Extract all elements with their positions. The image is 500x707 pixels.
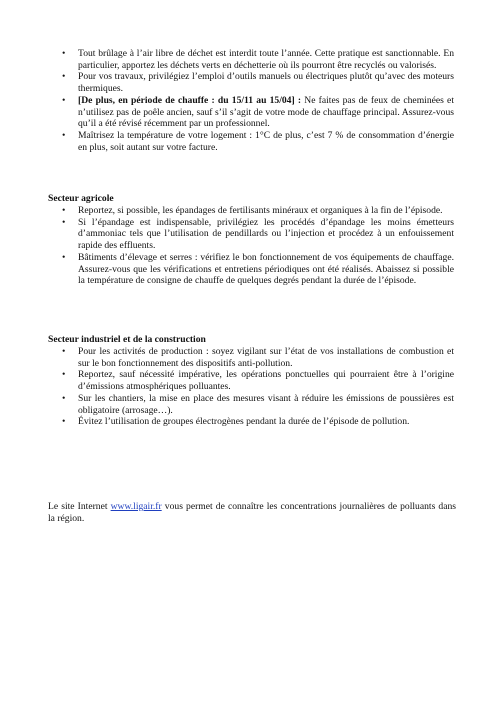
ligair-website-link[interactable]: www.ligair.fr [110,501,162,512]
bullet-icon: • [62,251,66,263]
list-item [62,130,454,153]
list-item-text: Sur les chantiers, la mise en place des mesures visant à réduire les émissions de poussières est obligatoire (arrosage…). [78,392,454,416]
list-item [62,416,454,428]
list-item-text: Pour les activités de production : soyez vigilant sur l’état de vos installations de combustion et sur le bon fonctionnement des dispositifs anti-pollution. [78,346,454,369]
agriculture-measures-list [62,205,454,287]
list-item [62,205,454,217]
list-item-text: Évitez l’utilisation de groupes électrogènes pendant la durée de l’épisode de pollution. [78,416,410,428]
list-item-text: Ne faites pas de feux de cheminées et n’utilisez pas de poêle ancien, sauf s’il s’agit de votre mode de chauffage principal. Assurez-vous qu’il a été révisé récemment par un professionnel. [78,94,454,130]
bullet-icon: • [62,94,66,106]
industry-heading: Secteur industriel et de la construction [48,334,206,345]
footer-text-after: vous permet de connaître les concentrations journalières de polluants dans la région. [48,501,456,524]
list-item [62,369,454,392]
footer-paragraph [48,501,456,524]
list-item [62,48,454,71]
list-item-text: Maîtrisez la température de votre logement : 1°C de plus, c’est 7 % de consommation d’énergie en plus, soit autant sur votre facture. [78,129,454,153]
list-item-text: Reportez, si possible, les épandages de fertilisants minéraux et organiques à la fin de l’épisode. [78,205,443,216]
list-item-text: Si l’épandage est indispensable, privilégiez les procédés d’épandage les moins émetteurs d’ammoniac tels que l’utilisation de pendillards ou l’injection et procédez à un enfouissement rapide des effluents. [78,216,454,252]
list-item [62,95,454,130]
bullet-icon: • [62,71,66,83]
list-item-text: Bâtiments d’élevage et serres : vérifiez le bon fonctionnement de vos équipements de chauffage. Assurez-vous que les vérifications et entretiens périodiques ont été réalisés. Abaissez si possible la température de consigne de chauffe de quelques degrés pendant la durée de l’épisode. [78,251,454,287]
bullet-icon: • [62,129,66,141]
agriculture-heading: Secteur agricole [48,193,114,204]
list-item-text: Tout brûlage à l’air libre de déchet est interdit toute l’année. Cette pratique est sanctionnable. En particulier, apportez les déchets verts en déchetterie où ils pourront être recyclés ou valorisés. [78,48,454,71]
bullet-icon: • [62,392,66,404]
heating-period-label: [De plus, en période de chauffe : du 15/11 au 15/04] : [78,94,302,106]
footer-text-before: Le site Internet [48,501,111,512]
list-item [62,393,454,416]
bullet-icon: • [62,346,66,357]
list-item [62,217,454,252]
list-item [62,346,454,369]
industry-measures-list [62,346,454,428]
bullet-icon: • [62,416,66,428]
list-item [62,71,454,94]
bullet-icon: • [62,216,66,228]
residential-measures-list [62,48,454,153]
bullet-icon: • [62,48,66,59]
list-item [62,252,454,287]
list-item-text: Pour vos travaux, privilégiez l’emploi d’outils manuels ou électriques plutôt qu’avec des moteurs thermiques. [78,71,454,95]
bullet-icon: • [62,205,66,216]
bullet-icon: • [62,369,66,381]
list-item-text: Reportez, sauf nécessité impérative, les opérations ponctuelles qui pourraient être à l’origine d’émissions atmosphériques polluantes. [78,369,454,393]
